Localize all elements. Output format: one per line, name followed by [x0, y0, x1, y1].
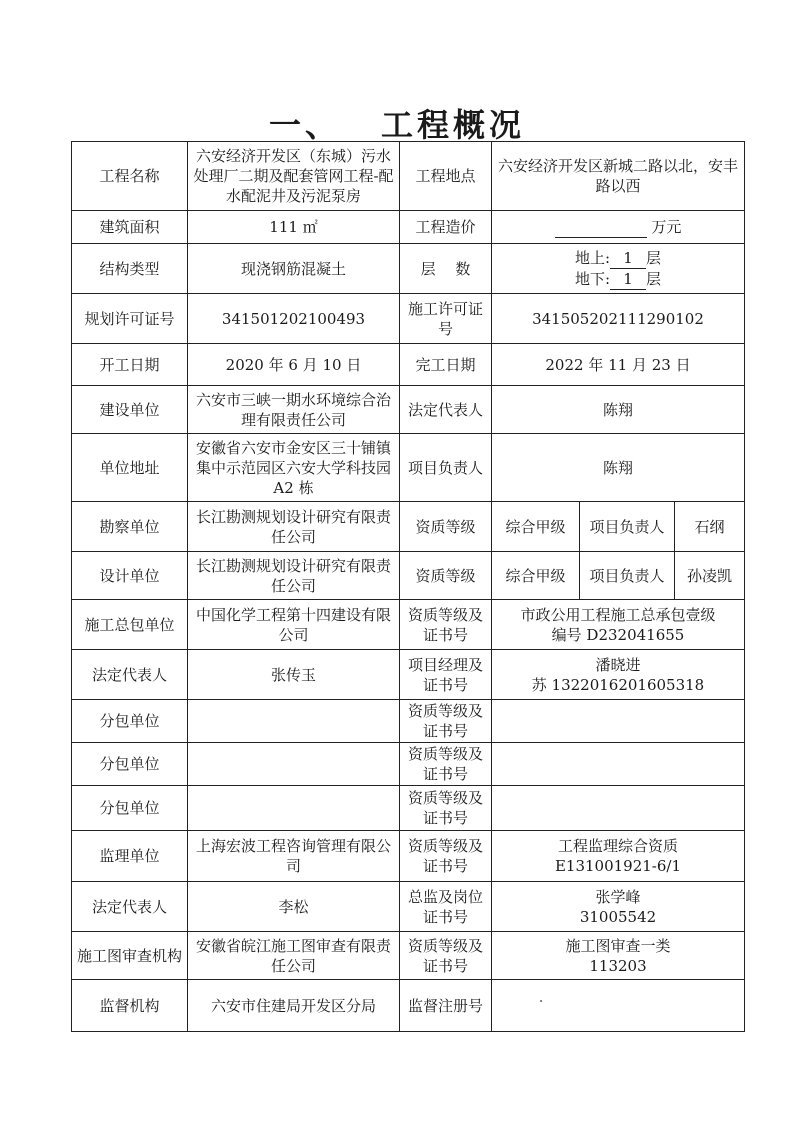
table-row [72, 600, 745, 650]
table-row [72, 650, 745, 700]
field-label: 分包单位 [72, 786, 188, 831]
field-label: 施工许可证号 [400, 294, 492, 344]
field-label: 工程地点 [400, 142, 492, 211]
survey-unit: 长江勘测规划设计研究有限责任公司 [188, 502, 400, 552]
field-label: 勘察单位 [72, 502, 188, 552]
field-label: 施工图审查机构 [72, 932, 188, 980]
project-lead: 陈翔 [492, 434, 745, 502]
table-row [72, 932, 745, 980]
subcontractor [188, 700, 400, 743]
design-unit: 长江勘测规划设计研究有限责任公司 [188, 552, 400, 600]
field-label: 总监及岗位证书号 [400, 882, 492, 932]
table-row [72, 294, 745, 344]
table-row [72, 244, 745, 294]
field-label: 项目负责人 [400, 434, 492, 502]
field-label: 资质等级及证书号 [400, 831, 492, 882]
chief-supervisor: 张学峰 31005542 [492, 882, 745, 932]
table-row [72, 700, 745, 743]
table-row [72, 980, 745, 1032]
construction-unit: 六安市三峡一期水环境综合治理有限责任公司 [188, 386, 400, 434]
table-row [72, 142, 745, 211]
field-label: 资质等级及证书号 [400, 700, 492, 743]
subcontractor-qualification [492, 786, 745, 831]
table-row [72, 882, 745, 932]
floors-above: 1 [610, 248, 646, 269]
field-label: 监理单位 [72, 831, 188, 882]
field-label: 项目负责人 [580, 552, 675, 600]
field-label: 分包单位 [72, 700, 188, 743]
field-label: 建筑面积 [72, 211, 188, 244]
field-label: 项目经理及证书号 [400, 650, 492, 700]
qualification-grade: 综合甲级 [492, 552, 580, 600]
supervision-agency: 六安市住建局开发区分局 [188, 980, 400, 1032]
project-location: 六安经济开发区新城二路以北，安丰路以西 [492, 142, 745, 211]
field-label: 设计单位 [72, 552, 188, 600]
page-title [0, 100, 794, 146]
field-label: 资质等级 [400, 502, 492, 552]
table-row [72, 502, 745, 552]
floor-count: 地上: 1 层 地下: 1 层 [492, 244, 745, 294]
field-label: 法定代表人 [400, 386, 492, 434]
field-label: 分包单位 [72, 743, 188, 786]
field-label: 法定代表人 [72, 882, 188, 932]
field-label: 监督机构 [72, 980, 188, 1032]
legal-representative: 陈翔 [492, 386, 745, 434]
field-label: 规划许可证号 [72, 294, 188, 344]
structure-type: 现浇钢筋混凝土 [188, 244, 400, 294]
subcontractor [188, 786, 400, 831]
planning-permit-number: 341501202100493 [188, 294, 400, 344]
field-label: 项目负责人 [580, 502, 675, 552]
subcontractor-qualification [492, 743, 745, 786]
field-label: 结构类型 [72, 244, 188, 294]
qualification-grade: 综合甲级 [492, 502, 580, 552]
field-label: 工程造价 [400, 211, 492, 244]
section-number: 一、 [268, 106, 341, 144]
field-label: 资质等级及证书号 [400, 743, 492, 786]
table-row [72, 434, 745, 502]
completion-date: 2022 年 11 月 23 日 [492, 344, 745, 386]
project-manager: 潘晓进 苏 1322016201605318 [492, 650, 745, 700]
table-row [72, 831, 745, 882]
field-label: 施工总包单位 [72, 600, 188, 650]
field-label: 单位地址 [72, 434, 188, 502]
field-label: 监督注册号 [400, 980, 492, 1032]
section-title: 工程概况 [381, 106, 526, 144]
field-label: 法定代表人 [72, 650, 188, 700]
table-row [72, 786, 745, 831]
contractor-legal-representative: 张传玉 [188, 650, 400, 700]
design-lead: 孙凌凯 [675, 552, 745, 600]
floors-below: 1 [610, 269, 646, 290]
field-label: 资质等级及证书号 [400, 932, 492, 980]
subcontractor-qualification [492, 700, 745, 743]
field-label: 完工日期 [400, 344, 492, 386]
project-name: 六安经济开发区（东城）污水处理厂二期及配套管网工程-配水配泥井及污泥泵房 [188, 142, 400, 211]
drawing-review-agency: 安徽省皖江施工图审查有限责任公司 [188, 932, 400, 980]
scan-speck [540, 1000, 542, 1002]
review-qualification: 施工图审查一类 113203 [492, 932, 745, 980]
start-date: 2020 年 6 月 10 日 [188, 344, 400, 386]
project-overview-table [71, 141, 745, 1032]
contractor-qualification: 市政公用工程施工总承包壹级 编号 D232041655 [492, 600, 745, 650]
field-label: 层 数 [400, 244, 492, 294]
subcontractor [188, 743, 400, 786]
table-row [72, 386, 745, 434]
project-cost: 万元 [492, 211, 745, 244]
field-label: 资质等级及证书号 [400, 786, 492, 831]
field-label: 资质等级及证书号 [400, 600, 492, 650]
unit-address: 安徽省六安市金安区三十铺镇集中示范园区六安大学科技园 A2 栋 [188, 434, 400, 502]
table-row [72, 552, 745, 600]
building-area: 111 ㎡ [188, 211, 400, 244]
general-contractor: 中国化学工程第十四建设有限公司 [188, 600, 400, 650]
supervision-registration-number [492, 980, 745, 1032]
field-label: 工程名称 [72, 142, 188, 211]
blank-line [555, 217, 647, 238]
table-row [72, 344, 745, 386]
supervision-legal-representative: 李松 [188, 882, 400, 932]
field-label: 资质等级 [400, 552, 492, 600]
field-label: 开工日期 [72, 344, 188, 386]
survey-lead: 石纲 [675, 502, 745, 552]
construction-permit-number: 341505202111290102 [492, 294, 745, 344]
supervision-unit: 上海宏波工程咨询管理有限公司 [188, 831, 400, 882]
field-label: 建设单位 [72, 386, 188, 434]
table-row [72, 743, 745, 786]
supervision-qualification: 工程监理综合资质 E131001921-6/1 [492, 831, 745, 882]
table-row [72, 211, 745, 244]
